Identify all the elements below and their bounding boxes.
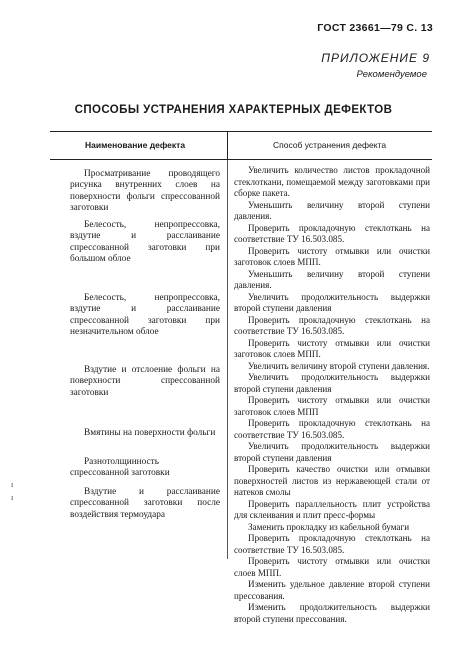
method-item: Уменьшить величину второй ступени давления.	[234, 268, 430, 290]
defect-row: Просматривание проводящего рисунка внутренних слоев на поверхности фольги спрессованной заготовки	[70, 169, 220, 214]
method-item: Проверить чистоту отмывки или очистки заготовок слоев МПП	[234, 395, 430, 417]
column-header-defect: Наименование дефекта	[85, 140, 186, 150]
method-item: Уменьшить величину второй ступени давления.	[234, 199, 430, 221]
page-title: СПОСОБЫ УСТРАНЕНИЯ ХАРАКТЕРНЫХ ДЕФЕКТОВ	[74, 104, 393, 116]
method-item: Проверить прокладочную стеклоткань на соответствие ТУ 16.503.085.	[234, 222, 430, 244]
method-item: Проверить чистоту отмывки или очистки заготовок слоев МПП.	[234, 337, 430, 359]
appendix-note: Рекомендуемое	[356, 69, 427, 80]
method-item: Увеличить продолжительность выдержки второй ступени давления	[234, 372, 430, 394]
method-item: Увеличить количество листов прокладочной стеклоткани, помещаемой между заготовками при сборке пакета.	[234, 165, 430, 198]
method-item: Проверить прокладочную стеклоткань на соответствие ТУ 16.503.085.	[234, 418, 430, 440]
method-item: Изменить продолжительность выдержки второй ступени прессования.	[234, 602, 430, 624]
standard-code: ГОСТ 23661—79 С. 13	[317, 22, 433, 34]
defect-row: Вздутие и расслаивание спрессованной заготовки после воздействия термоудара	[70, 487, 220, 520]
method-item: Проверить качество очистки или отмывки поверхностей листов из нержавеющей стали от натеков смолы	[234, 464, 430, 497]
method-item: Заменить прокладку из кабельной бумаги	[248, 521, 410, 532]
table-top-rule	[50, 131, 432, 132]
column-divider-lower	[227, 159, 228, 559]
method-item: Проверить чистоту отмывки или очистки заготовок слоев МПП.	[234, 245, 430, 267]
margin-mark: ı	[11, 480, 14, 489]
column-divider	[227, 131, 228, 159]
methods-column	[234, 165, 430, 625]
method-item: Увеличить величину второй ступени давления.	[248, 360, 430, 371]
method-item: Проверить прокладочную стеклоткань на соответствие ТУ 16.503.085.	[234, 314, 430, 336]
appendix-title: ПРИЛОЖЕНИЕ 9	[321, 51, 430, 65]
method-item: Увеличить продолжительность выдержки второй ступени давления	[234, 441, 430, 463]
defect-row: Белесость, непропрессовка, вздутие и расслаивание спрессованной заготовки при большом облое	[70, 220, 220, 265]
header-bottom-rule	[50, 159, 432, 160]
margin-mark: ı	[11, 493, 14, 502]
method-item: Изменить удельное давление второй ступени прессования.	[234, 579, 430, 601]
defect-row: Белесость, непропрессовка, вздутие и расслаивание спрессованной заготовки при незначительном облое	[70, 293, 220, 338]
method-item: Проверить параллельность плит устройства для склеивания и плит пресс-формы	[234, 498, 430, 520]
method-item: Увеличить продолжительность выдержки второй ступени давления	[234, 291, 430, 313]
defect-row: Вмятины на поверхности фольги	[84, 428, 216, 438]
method-item: Проверить чистоту отмывки или очистки слоев МПП.	[234, 556, 430, 578]
column-header-method: Способ устранения дефекта	[273, 140, 387, 150]
defect-row: Вздутие и отслоение фольги на поверхности спрессованной заготовки	[70, 365, 220, 398]
method-item: Проверить прокладочную стеклоткань на соответствие ТУ 16.503.085.	[234, 533, 430, 555]
defect-row: Разнотолщинность спрессованной заготовки	[70, 457, 170, 479]
